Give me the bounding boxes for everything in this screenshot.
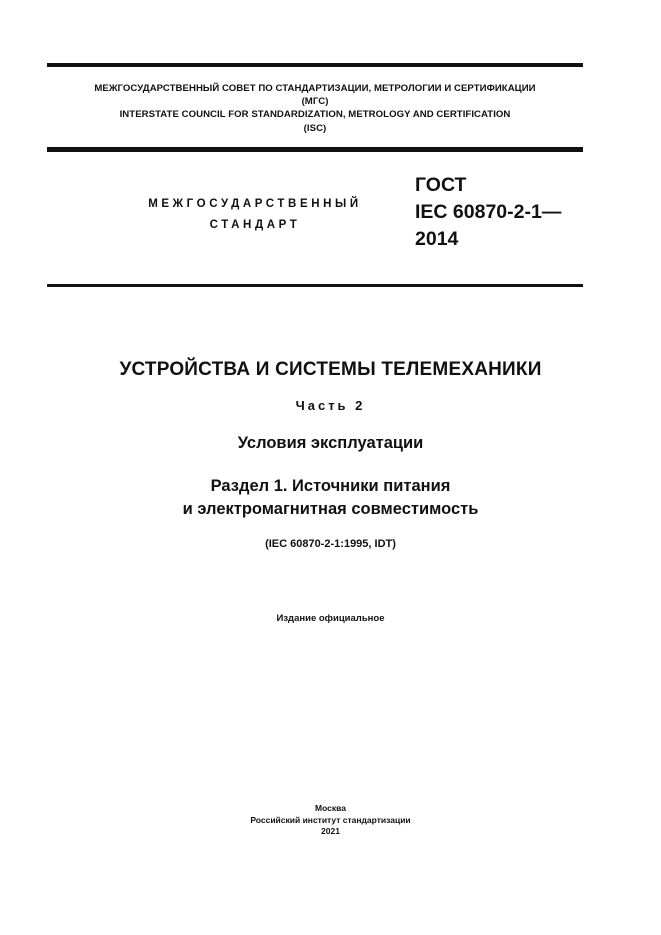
publisher-institute: Российский институт стандартизации [250,814,411,825]
council-header [47,82,583,135]
section-title-line1: Раздел 1. Источники питания [210,477,451,495]
iec-reference: (IEC 60870-2-1:1995, IDT) [265,538,396,550]
standard-code-line2: IEC 60870-2-1— [415,201,562,223]
middle-rule [47,147,583,152]
bottom-rule [47,284,583,287]
standard-type-line1: МЕЖГОСУДАРСТВЕННЫЙ [148,198,362,210]
publisher-city: Москва [315,803,346,813]
edition-note: Издание официальное [276,613,385,624]
council-abbr-en: (ISC) [303,122,327,134]
council-name-en: INTERSTATE COUNCIL FOR STANDARDIZATION, METROLOGY AND CERTIFICATION [119,109,511,121]
publisher-year: 2021 [321,826,340,836]
standard-code-line3: 2014 [415,228,459,250]
section-title [0,475,661,520]
standard-type-line2: СТАНДАРТ [209,219,301,231]
section-title-line2: и электромагнитная совместимость [182,499,479,518]
publisher-block [0,803,661,838]
standard-type-label [110,194,400,236]
part-label: Часть 2 [295,398,366,413]
top-rule [47,63,583,67]
subtitle-conditions: Условия эксплуатации [237,434,424,452]
standard-code-line1: ГОСТ [415,174,467,196]
document-title: УСТРОЙСТВА И СИСТЕМЫ ТЕЛЕМЕХАНИКИ [119,359,542,380]
standard-code [415,172,561,253]
council-abbr-ru: (МГС) [301,96,329,108]
council-name-ru: МЕЖГОСУДАРСТВЕННЫЙ СОВЕТ ПО СТАНДАРТИЗАЦИИ, МЕТРОЛОГИИ И СЕРТИФИКАЦИИ [94,83,536,94]
